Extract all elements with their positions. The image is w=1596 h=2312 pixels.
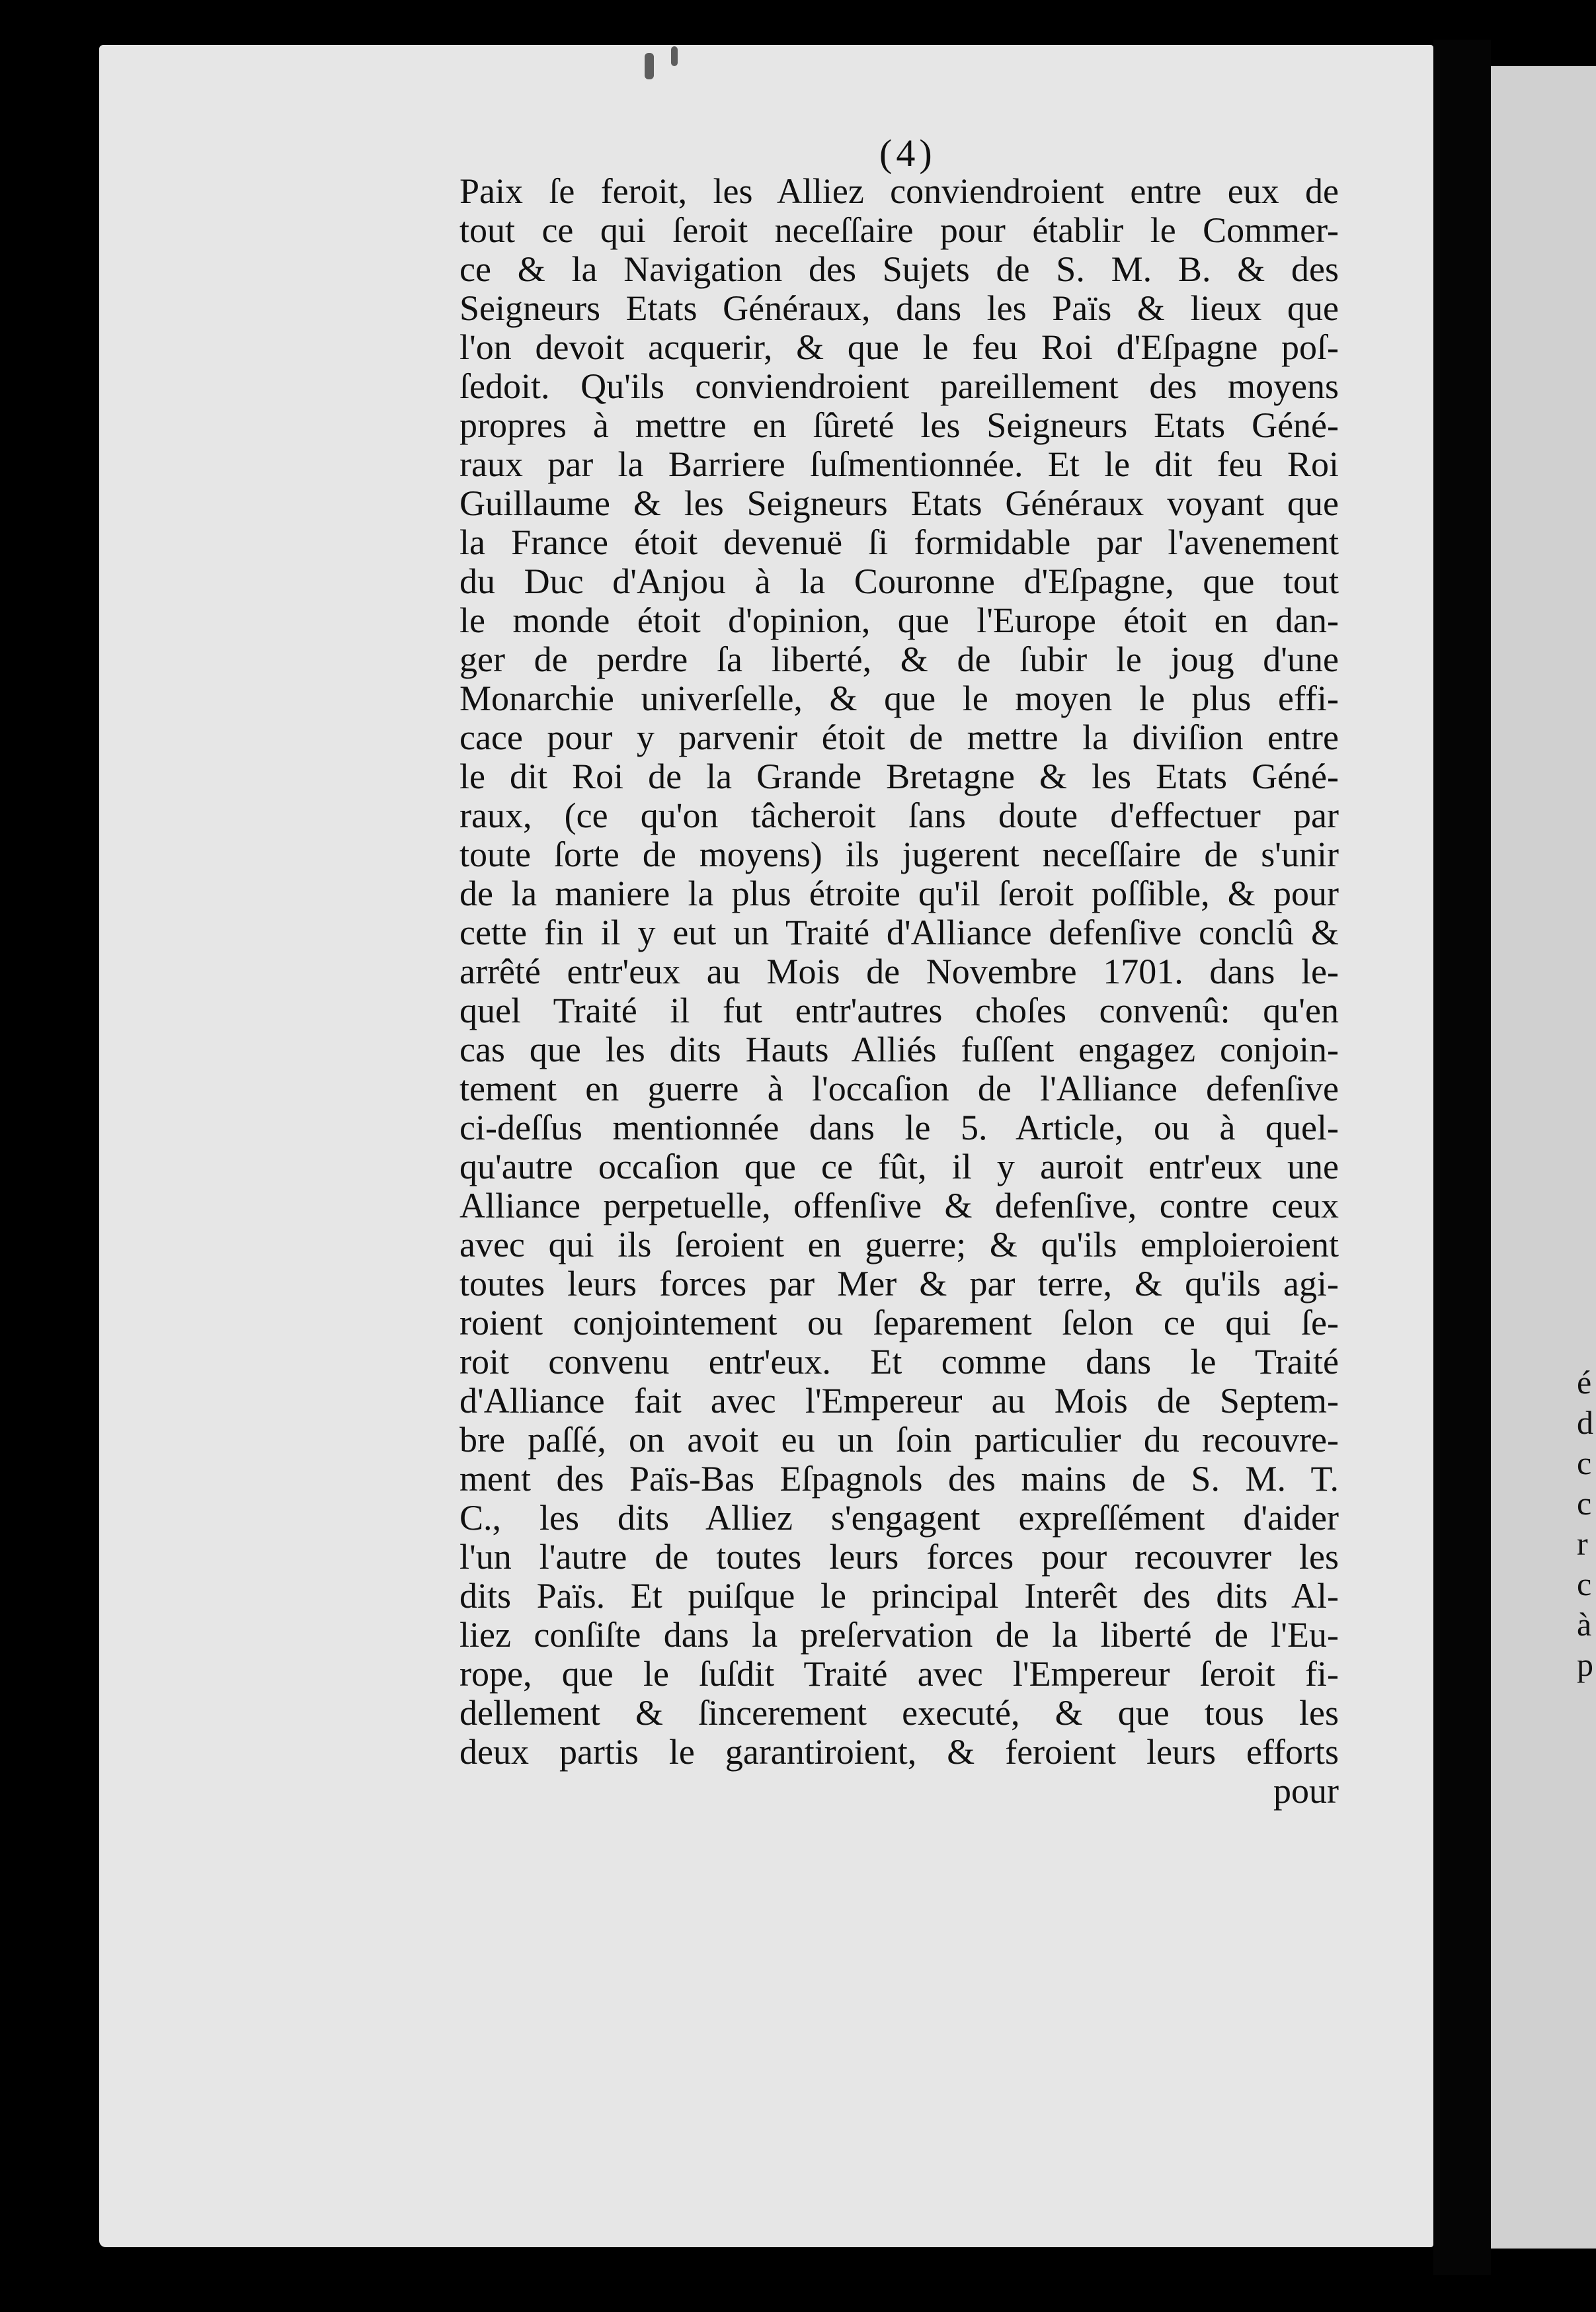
text-line: le dit Roi de la Grande Bretagne & les Etats Géné- [459,757,1339,796]
text-line: toutes leurs forces par Mer & par terre, & qu'ils agi- [459,1264,1339,1303]
edge-letter: p [1577,1646,1593,1683]
text-line: ci-deſſus mentionnée dans le 5. Article, ou à quel- [459,1108,1339,1147]
text-line: Paix ſe feroit, les Alliez conviendroient entre eux de [459,171,1339,211]
edge-letter: r [1577,1525,1588,1562]
text-line: Seigneurs Etats Généraux, dans les Païs & lieux que [459,288,1339,328]
text-line: Alliance perpetuelle, offenſive & defenſive, contre ceux [459,1186,1339,1225]
text-line: raux par la Barriere ſuſmentionnée. Et le dit feu Roi [459,444,1339,484]
edge-letter: c [1577,1565,1592,1602]
text-line: C., les dits Alliez s'engagent expreſſément d'aider [459,1498,1339,1538]
edge-letter: à [1577,1606,1592,1643]
text-line: deux partis le garantiroient, & feroient leurs efforts [459,1732,1339,1772]
book-gutter [1433,40,1491,2275]
text-line: raux, (ce qu'on tâcheroit ſans doute d'effectuer par [459,796,1339,835]
text-line: du Duc d'Anjou à la Couronne d'Eſpagne, que tout [459,561,1339,601]
text-line: tout ce qui ſeroit neceſſaire pour établir le Commer- [459,210,1339,250]
text-line: d'Alliance fait avec l'Empereur au Mois de Septem- [459,1381,1339,1421]
text-line: l'un l'autre de toutes leurs forces pour recouvrer les [459,1537,1339,1577]
text-line: qu'autre occaſion que ce fût, il y auroit entr'eux une [459,1147,1339,1186]
text-line: roit convenu entr'eux. Et comme dans le Traité [459,1342,1339,1382]
catchword: pour [1273,1771,1339,1811]
text-line: arrêté entr'eux au Mois de Novembre 1701. dans le- [459,952,1339,991]
text-line: dellement & ſincerement executé, & que tous les [459,1693,1339,1733]
text-line: cace pour y parvenir étoit de mettre la diviſion entre [459,718,1339,757]
text-line: de la maniere la plus étroite qu'il ſeroit poſſible, & pour [459,874,1339,913]
text-line: rope, que le ſuſdit Traité avec l'Empereur ſeroit fi- [459,1654,1339,1694]
text-line: roient conjointement ou ſeparement ſelon ce qui ſe- [459,1303,1339,1342]
text-line: quel Traité il fut entr'autres choſes convenû: qu'en [459,991,1339,1030]
text-line: ment des Païs-Bas Eſpagnols des mains de S. M. T. [459,1459,1339,1499]
ink-smudge [671,46,678,66]
edge-letter: d [1577,1404,1593,1441]
text-line: l'on devoit acquerir, & que le feu Roi d'Eſpagne poſ- [459,327,1339,367]
text-line: ce & la Navigation des Sujets de S. M. B. & des [459,249,1339,289]
facing-page-edge [1491,66,1596,2249]
text-line: dits Païs. Et puiſque le principal Interêt des dits Al- [459,1576,1339,1616]
text-line: Guillaume & les Seigneurs Etats Généraux voyant que [459,483,1339,523]
text-line: cas que les dits Hauts Alliés fuſſent engagez conjoin- [459,1030,1339,1069]
ink-smudge [645,53,654,79]
page-number: (4) [879,132,936,175]
facing-page-text-fragments [1577,1362,1596,1685]
text-line: bre paſſé, on avoit eu un ſoin particulier du recouvre- [459,1420,1339,1460]
edge-letter: c [1577,1444,1592,1481]
body-text [459,172,1339,1811]
text-line: liez conſiſte dans la preſervation de la liberté de l'Eu- [459,1615,1339,1655]
text-line: ſedoit. Qu'ils conviendroient pareillement des moyens [459,366,1339,406]
text-line: le monde étoit d'opinion, que l'Europe étoit en dan- [459,600,1339,640]
edge-letter: é [1577,1364,1592,1401]
text-line: avec qui ils ſeroient en guerre; & qu'ils emploieroient [459,1225,1339,1264]
text-line: toute ſorte de moyens) ils jugerent neceſſaire de s'unir [459,835,1339,874]
text-line: la France étoit devenuë ſi formidable par l'avenement [459,522,1339,562]
text-line: tement en guerre à l'occaſion de l'Alliance defenſive [459,1069,1339,1108]
text-line: Monarchie univerſelle, & que le moyen le plus effi- [459,679,1339,718]
text-line: ger de perdre ſa liberté, & de ſubir le joug d'une [459,640,1339,679]
text-line: cette fin il y eut un Traité d'Alliance defenſive conclû & [459,913,1339,952]
edge-letter: c [1577,1485,1592,1522]
text-line: propres à mettre en ſûreté les Seigneurs Etats Géné- [459,405,1339,445]
